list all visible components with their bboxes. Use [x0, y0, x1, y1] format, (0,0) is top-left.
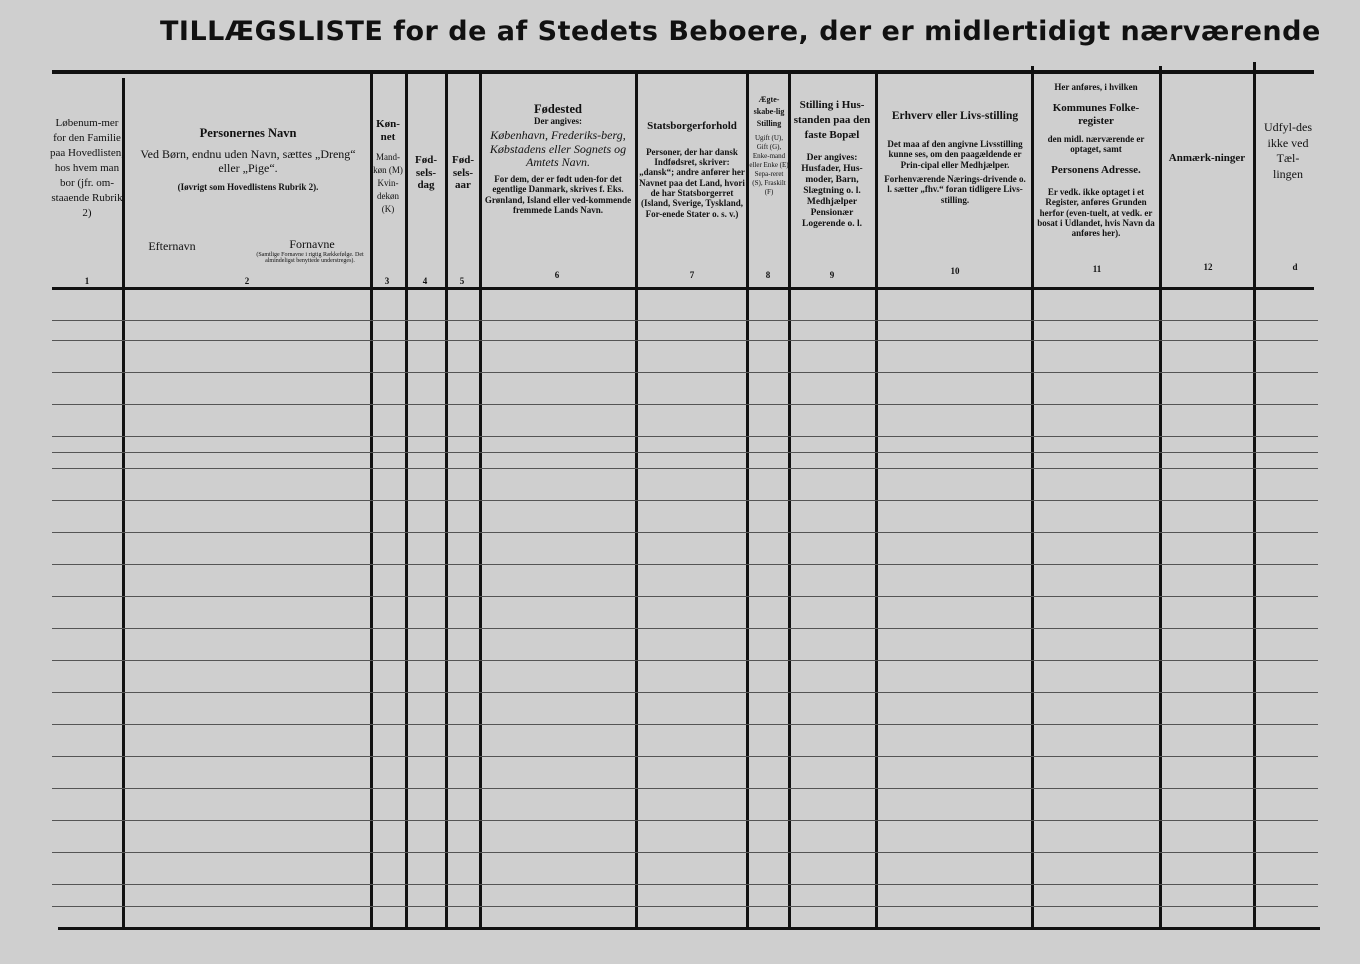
- col9-header: [791, 98, 873, 229]
- col-d-header: [1262, 120, 1314, 182]
- col6-line1: Der angives:: [533, 116, 583, 127]
- col2-text: Ved Børn, endnu uden Navn, sættes „Dreng“ eller „Pige“.: [140, 147, 356, 176]
- col4-header: [408, 154, 444, 192]
- col11-header: [1035, 82, 1157, 239]
- col5-number: 5: [459, 276, 465, 286]
- col2-surname-label: Efternavn: [148, 239, 196, 253]
- col11-text: den midl. nærværende er optaget, samt: [1047, 133, 1145, 154]
- column-divider: [445, 74, 448, 930]
- col2-note: (Iøvrigt som Hovedlistens Rubrik 2).: [177, 181, 319, 192]
- col2-firstname-note: (Samtlige Fornavne i rigtig Rækkefølge. Det almindeligst benyttede understreges).: [256, 252, 364, 265]
- top-border: [52, 70, 1314, 74]
- col7-heading: Statsborgerforhold: [647, 120, 737, 132]
- col4-number: 4: [422, 276, 428, 286]
- col9-number: 9: [829, 270, 835, 280]
- col10-heading: Erhverv eller Livs-stilling: [891, 110, 1019, 122]
- col2-heading: Personernes Navn: [199, 126, 297, 140]
- col9-text: Der angives: Husfader, Hus-moder, Barn, Slægtning o. l. Medhjælper Pensionær Logerende o. l.: [801, 153, 863, 229]
- col6-header: [484, 102, 632, 215]
- column-divider: [1159, 66, 1162, 930]
- col1-text: Løbenum-mer for den Familie paa Hovedlisten, hos hvem man bor (jfr. om-staaende Rubrik 2): [50, 117, 124, 219]
- col3-number: 3: [384, 276, 390, 286]
- col12-header: [1162, 152, 1252, 165]
- column-divider: [479, 74, 482, 930]
- col7-header: [638, 120, 746, 219]
- col-d-number: d: [1292, 262, 1298, 272]
- col2-header: [130, 126, 366, 192]
- col2-number: 2: [244, 276, 250, 286]
- col10-text2: Forhenværende Nærings-drivende o. l. sætter „fhv.“ foran tidligere Livs-stilling.: [884, 174, 1026, 205]
- col12-number: 12: [1203, 262, 1213, 272]
- col6-number: 6: [554, 270, 560, 280]
- col8-heading: Ægte-skabe-lig Stilling: [753, 95, 785, 128]
- col2-firstname-label: Fornavne: [289, 237, 335, 251]
- col11-heading: Kommunes Folke-register: [1052, 102, 1140, 127]
- col11-text2: Er vedk. ikke optaget i et Register, anføres Grunden herfor (even-tuelt, at vedk. er bosat i Udlandet, hvis Navn da anføres her).: [1037, 186, 1155, 239]
- column-divider: [1031, 66, 1034, 930]
- header-bottom-border: [52, 287, 1314, 290]
- bottom-border: [58, 927, 1320, 930]
- col11-number: 11: [1092, 264, 1102, 274]
- col4-heading: Fød-sels-dag: [415, 154, 437, 192]
- form-title: TILLÆGSLISTE for de af Stedets Beboere, der er midlertidigt nærværende: [160, 16, 1321, 47]
- col6-line2: København, Frederiks-berg, Købstadens eller Sognets og Amtets Navn.: [489, 127, 627, 170]
- col9-heading: Stilling i Hus-standen paa den faste Bopæl: [793, 99, 871, 141]
- column-divider: [1253, 62, 1256, 930]
- col7-number: 7: [689, 270, 695, 280]
- col7-text: Personer, der har dansk Indfødsret, skriver: „dansk“; andre anfører her Navnet paa det Land, hvori de har Statsborgerret (Island, Sverige, Tyskland, For-enede Stater o. s. v.): [639, 146, 745, 219]
- col3-heading: Køn-net: [376, 118, 400, 143]
- col8-number: 8: [765, 270, 771, 280]
- col11-heading2: Personens Adresse.: [1051, 164, 1141, 177]
- col10-number: 10: [950, 266, 960, 276]
- col10-header: [882, 108, 1028, 205]
- col3-header: [372, 118, 404, 216]
- col8-header: [749, 94, 789, 197]
- col11-pre: Her anføres, i hvilken: [1054, 82, 1138, 92]
- col3-text: Mand-køn (M) Kvin-dekøn (K): [373, 152, 403, 215]
- col5-heading: Fød-sels-aar: [452, 154, 474, 192]
- col6-line3: For dem, der er født uden-for det egentlige Danmark, skrives f. Eks. Grønland, Island eller ved-kommende fremmede Lands Navn.: [484, 174, 632, 216]
- col5-header: [447, 154, 479, 192]
- col1-number: 1: [84, 276, 90, 286]
- col1-header: [50, 116, 124, 221]
- col10-text: Det maa af den angivne Livsstilling kunne ses, om den paagældende er Prin-cipal eller Medhjælper.: [887, 139, 1023, 170]
- col-d-text: Udfyl-des ikke ved Tæl-lingen: [1264, 120, 1312, 181]
- col8-text: Ugift (U), Gift (G), Enke-mand eller Enke (E) Sepa-reret (S), Fraskilt (F): [749, 134, 789, 196]
- column-divider: [405, 74, 408, 930]
- col12-heading: Anmærk-ninger: [1168, 152, 1246, 164]
- col6-heading: Fødested: [534, 102, 582, 116]
